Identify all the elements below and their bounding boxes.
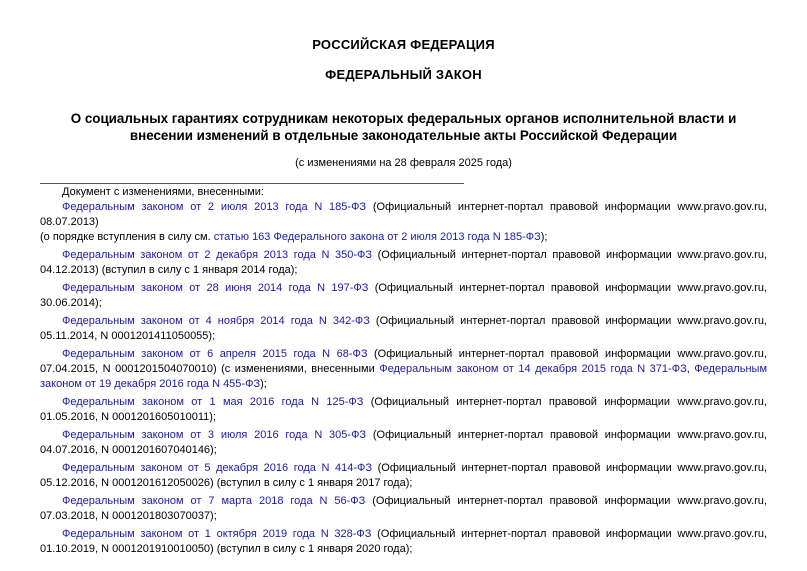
- article-link[interactable]: статью 163 Федерального закона от 2 июля 2013 года N 185-ФЗ: [213, 231, 541, 243]
- amendment-source: (Официальный интернет-портал правовой информации www.pravo.gov.ru, 30.06.2014);: [40, 282, 767, 309]
- amendment-link[interactable]: Федеральным законом от 28 июня 2014 года N 197-ФЗ: [62, 282, 369, 294]
- amendment-source: (Официальный интернет-портал правовой информации www.pravo.gov.ru, 07.04.2015, N 0001201504070010) (с изменениями, внесенными: [40, 348, 767, 375]
- list-item: [40, 248, 767, 278]
- amendment-source: (Официальный интернет-портал правовой информации www.pravo.gov.ru, 04.07.2016, N 0001201607040146);: [40, 429, 767, 456]
- amendment-link[interactable]: Федеральным законом от 3 июля 2016 года N 305-ФЗ: [62, 429, 367, 441]
- amendment-link[interactable]: Федеральным законом от 1 октября 2019 года N 328-ФЗ: [62, 528, 372, 540]
- amendment-link[interactable]: Федеральным законом от 7 марта 2018 года N 56-ФЗ: [62, 495, 366, 507]
- amendment-source: (Официальный интернет-портал правовой информации www.pravo.gov.ru, 01.10.2019, N 0001201910010050) (вступил в силу с 1 января 2020 года);: [40, 528, 767, 555]
- amendment-link[interactable]: Федеральным законом от 14 декабря 2015 года N 371-ФЗ: [379, 363, 687, 375]
- list-item-note: (о порядке вступления в силу см. статью 163 Федерального закона от 2 июля 2013 года N 185-ФЗ);: [40, 231, 548, 243]
- list-item: [40, 527, 767, 557]
- separator-rule: [40, 183, 464, 184]
- amendment-link[interactable]: Федеральным законом от 6 апреля 2015 года N 68-ФЗ: [62, 348, 368, 360]
- amendment-link[interactable]: Федеральным законом от 19 декабря 2016 года N 455-ФЗ: [40, 363, 767, 390]
- title-line-1: О социальных гарантиях сотрудникам некоторых федеральных органов исполнительной власти и: [70, 111, 737, 126]
- amendment-source: (Официальный интернет-портал правовой информации www.pravo.gov.ru, 05.11.2014, N 0001201411050055);: [40, 315, 767, 342]
- amendment-source: (Официальный интернет-портал правовой информации www.pravo.gov.ru, 07.03.2018, N 0001201803070037);: [40, 495, 767, 522]
- country-heading: РОССИЙСКАЯ ФЕДЕРАЦИЯ: [312, 37, 495, 52]
- document-title: [40, 110, 767, 144]
- list-item: Федеральным законом от 6 апреля 2015 года N 68-ФЗ (Официальный интернет-портал правовой информации www.pravo.gov.ru, 07.04.2015, N 0001201504070010) (с изменениями, внесенными Федеральным законом от 14 декабря 2015 года N 371-ФЗ, Федеральным законом от 19 декабря 2016 года N 455-ФЗ);: [40, 348, 767, 390]
- list-item: [40, 200, 767, 230]
- amendment-source: (Официальный интернет-портал правовой информации www.pravo.gov.ru, 04.12.2013) (вступил в силу с 1 января 2014 года);: [40, 249, 767, 276]
- doc-type-heading: ФЕДЕРАЛЬНЫЙ ЗАКОН: [325, 67, 482, 82]
- list-item: [40, 314, 767, 344]
- amendments-intro: Документ с изменениями, внесенными:: [62, 186, 264, 198]
- list-item: [40, 494, 767, 524]
- amendment-link[interactable]: Федеральным законом от 5 декабря 2016 года N 414-ФЗ: [62, 462, 373, 474]
- amendment-source: (Официальный интернет-портал правовой информации www.pravo.gov.ru, 08.07.2013): [40, 201, 767, 228]
- list-item: [40, 395, 767, 425]
- list-item: [40, 281, 767, 311]
- amendment-source: (Официальный интернет-портал правовой информации www.pravo.gov.ru, 01.05.2016, N 0001201605010011);: [40, 396, 767, 423]
- amendment-link[interactable]: Федеральным законом от 2 июля 2013 года N 185-ФЗ: [62, 201, 367, 213]
- list-item: [40, 428, 767, 458]
- edition-note: (с изменениями на 28 февраля 2025 года): [295, 157, 512, 169]
- title-line-2: внесении изменений в отдельные законодательные акты Российской Федерации: [129, 128, 678, 143]
- amendment-source: (Официальный интернет-портал правовой информации www.pravo.gov.ru, 05.12.2016, N 0001201612050026) (вступил в силу с 1 января 2017 года);: [40, 462, 767, 489]
- list-item: [40, 461, 767, 491]
- amendment-link[interactable]: Федеральным законом от 4 ноября 2014 года N 342-ФЗ: [62, 315, 370, 327]
- amendment-link[interactable]: Федеральным законом от 2 декабря 2013 года N 350-ФЗ: [62, 249, 373, 261]
- amendment-link[interactable]: Федеральным законом от 1 мая 2016 года N 125-ФЗ: [62, 396, 364, 408]
- amendments-list: [40, 200, 767, 557]
